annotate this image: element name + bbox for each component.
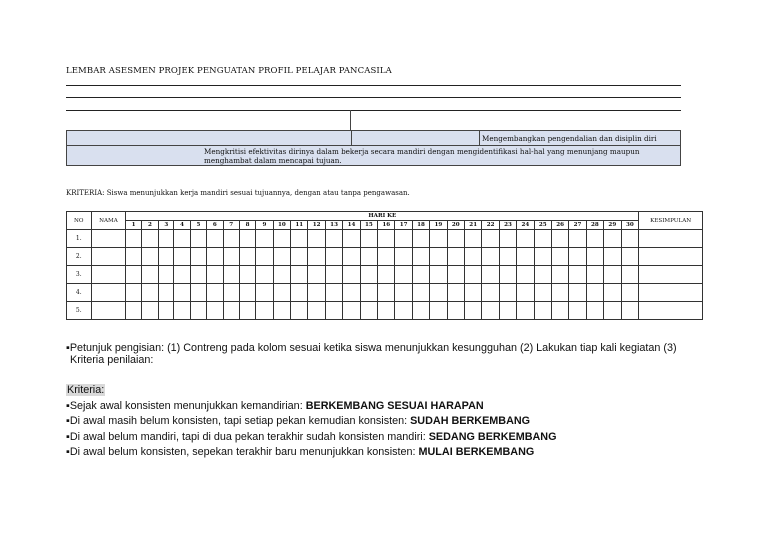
check-cell[interactable]: [223, 248, 239, 266]
criteria-item: ▪Di awal belum konsisten, sepekan terakhir baru menunjukkan konsisten: MULAI BERKEMBANG: [66, 446, 535, 458]
check-cell[interactable]: [499, 284, 516, 302]
check-cell[interactable]: [360, 302, 377, 320]
check-cell[interactable]: [395, 230, 412, 248]
check-cell[interactable]: [256, 284, 273, 302]
level-label: MULAI BERKEMBANG: [418, 446, 535, 458]
check-cell[interactable]: [447, 284, 464, 302]
check-cell[interactable]: [273, 302, 290, 320]
day-header-cell: 15: [360, 221, 377, 230]
day-header-cell: 19: [430, 221, 447, 230]
check-cell[interactable]: [551, 230, 568, 248]
check-cell[interactable]: [465, 266, 482, 284]
day-header-cell: 9: [256, 221, 273, 230]
table-row: [67, 230, 703, 248]
check-cell[interactable]: [395, 284, 412, 302]
check-cell[interactable]: [569, 302, 586, 320]
check-cell[interactable]: [223, 266, 239, 284]
check-cell[interactable]: [604, 284, 621, 302]
check-cell[interactable]: [465, 284, 482, 302]
instruction-line-1: ▪Petunjuk pengisian: (1) Contreng pada kolom sesuai ketika siswa menunjukkan kesungguhan (2) Lakukan tiap kali kegiatan (3): [66, 342, 677, 354]
check-cell[interactable]: [190, 284, 206, 302]
check-cell[interactable]: [430, 266, 447, 284]
check-cell[interactable]: [378, 248, 395, 266]
check-cell[interactable]: [569, 284, 586, 302]
day-header-cell: 26: [551, 221, 568, 230]
check-cell[interactable]: [551, 248, 568, 266]
check-cell[interactable]: [621, 266, 639, 284]
check-cell[interactable]: [499, 266, 516, 284]
check-cell[interactable]: [499, 248, 516, 266]
name-cell[interactable]: [91, 302, 126, 320]
check-cell[interactable]: [223, 302, 239, 320]
check-cell[interactable]: [569, 266, 586, 284]
check-cell[interactable]: [343, 284, 360, 302]
check-cell[interactable]: [308, 284, 325, 302]
check-cell[interactable]: [325, 302, 342, 320]
check-cell[interactable]: [308, 302, 325, 320]
check-cell[interactable]: [378, 284, 395, 302]
criteria-item: ▪Di awal masih belum konsisten, tapi setiap pekan kemudian konsisten: SUDAH BERKEMBANG: [66, 415, 531, 427]
check-cell[interactable]: [621, 302, 639, 320]
row-number: 3.: [67, 266, 92, 284]
field-divider: [350, 110, 351, 130]
check-cell[interactable]: [551, 266, 568, 284]
row-number: 5.: [67, 302, 92, 320]
check-cell[interactable]: [273, 284, 290, 302]
check-cell[interactable]: [465, 230, 482, 248]
name-cell[interactable]: [91, 230, 126, 248]
day-header-cell: 16: [378, 221, 395, 230]
check-cell[interactable]: [223, 284, 239, 302]
check-cell[interactable]: [190, 230, 206, 248]
check-cell[interactable]: [499, 230, 516, 248]
check-cell[interactable]: [447, 266, 464, 284]
check-cell[interactable]: [239, 302, 255, 320]
box-divider-2: [479, 131, 480, 145]
table-row: [67, 248, 703, 266]
check-cell[interactable]: [174, 230, 190, 248]
check-cell[interactable]: [621, 284, 639, 302]
check-cell[interactable]: [291, 266, 308, 284]
table-body: [67, 230, 703, 320]
check-cell[interactable]: [273, 248, 290, 266]
check-cell[interactable]: [482, 248, 499, 266]
check-cell[interactable]: [325, 230, 342, 248]
name-cell[interactable]: [91, 284, 126, 302]
check-cell[interactable]: [343, 230, 360, 248]
header-no: NO: [67, 212, 92, 230]
check-cell[interactable]: [141, 284, 158, 302]
element-text: Mengembangkan pengendalian dan disiplin diri: [482, 134, 657, 143]
check-cell[interactable]: [126, 302, 141, 320]
check-cell[interactable]: [207, 266, 223, 284]
subelement-line-2: menghambat dalam mencapai tujuan.: [204, 156, 342, 165]
check-cell[interactable]: [239, 230, 255, 248]
check-cell[interactable]: [569, 230, 586, 248]
box-divider-1: [351, 131, 352, 145]
check-cell[interactable]: [256, 230, 273, 248]
level-label: SUDAH BERKEMBANG: [410, 415, 531, 427]
check-cell[interactable]: [159, 230, 174, 248]
level-label: BERKEMBANG SESUAI HARAPAN: [305, 399, 484, 412]
check-cell[interactable]: [412, 230, 429, 248]
day-header-cell: 29: [604, 221, 621, 230]
check-cell[interactable]: [159, 248, 174, 266]
assessment-table: [66, 211, 703, 320]
check-cell[interactable]: [141, 266, 158, 284]
check-cell[interactable]: [207, 284, 223, 302]
level-label: SEDANG BERKEMBANG: [428, 430, 557, 443]
check-cell[interactable]: [412, 266, 429, 284]
check-cell[interactable]: [239, 248, 255, 266]
check-cell[interactable]: [174, 248, 190, 266]
table-row: [67, 266, 703, 284]
check-cell[interactable]: [534, 230, 551, 248]
check-cell[interactable]: [141, 302, 158, 320]
check-cell[interactable]: [141, 230, 158, 248]
day-header-cell: 8: [239, 221, 255, 230]
kriteria-label: Kriteria:: [67, 384, 105, 396]
day-header-cell: 25: [534, 221, 551, 230]
check-cell[interactable]: [604, 266, 621, 284]
day-header-cell: 22: [482, 221, 499, 230]
check-cell[interactable]: [291, 302, 308, 320]
check-cell[interactable]: [534, 284, 551, 302]
day-header-cell: 27: [569, 221, 586, 230]
check-cell[interactable]: [412, 248, 429, 266]
subelement-line-1: Mengkritisi efektivitas dirinya dalam bekerja secara mandiri dengan mengidentifikasi hal-hal yang menunjang maupun: [204, 147, 640, 156]
check-cell[interactable]: [126, 266, 141, 284]
check-cell[interactable]: [430, 284, 447, 302]
check-cell[interactable]: [207, 230, 223, 248]
check-cell[interactable]: [256, 248, 273, 266]
document-title: LEMBAR ASESMEN PROJEK PENGUATAN PROFIL PELAJAR PANCASILA: [66, 66, 392, 76]
check-cell[interactable]: [291, 248, 308, 266]
check-cell[interactable]: [273, 230, 290, 248]
check-cell[interactable]: [586, 230, 603, 248]
blank-line-3: [66, 110, 681, 111]
check-cell[interactable]: [604, 248, 621, 266]
day-header-cell: 20: [447, 221, 464, 230]
check-cell[interactable]: [465, 302, 482, 320]
check-cell[interactable]: [174, 284, 190, 302]
check-cell[interactable]: [343, 248, 360, 266]
check-cell[interactable]: [551, 302, 568, 320]
check-cell[interactable]: [517, 284, 534, 302]
day-header-cell: 17: [395, 221, 412, 230]
check-cell[interactable]: [360, 266, 377, 284]
check-cell[interactable]: [517, 266, 534, 284]
check-cell[interactable]: [517, 248, 534, 266]
kesimpulan-cell[interactable]: [639, 248, 703, 266]
day-header-cell: 11: [291, 221, 308, 230]
check-cell[interactable]: [621, 230, 639, 248]
check-cell[interactable]: [126, 284, 141, 302]
kesimpulan-cell[interactable]: [639, 230, 703, 248]
check-cell[interactable]: [586, 266, 603, 284]
check-cell[interactable]: [360, 248, 377, 266]
day-header-cell: 12: [308, 221, 325, 230]
kesimpulan-cell[interactable]: [639, 302, 703, 320]
day-header-cell: 13: [325, 221, 342, 230]
day-header-cell: 28: [586, 221, 603, 230]
table-row: [67, 284, 703, 302]
header-kesimpulan: KESIMPULAN: [639, 212, 703, 230]
check-cell[interactable]: [412, 284, 429, 302]
criteria-item: ▪Sejak awal konsisten menunjukkan kemandirian: BERKEMBANG SESUAI HARAPAN: [66, 399, 484, 412]
check-cell[interactable]: [159, 266, 174, 284]
check-cell[interactable]: [447, 302, 464, 320]
check-cell[interactable]: [325, 284, 342, 302]
subelement-box: [66, 145, 681, 166]
blank-line-2: [66, 97, 681, 98]
check-cell[interactable]: [159, 284, 174, 302]
day-header-cell: 23: [499, 221, 516, 230]
check-cell[interactable]: [308, 230, 325, 248]
check-cell[interactable]: [517, 230, 534, 248]
kesimpulan-cell[interactable]: [639, 266, 703, 284]
check-cell[interactable]: [569, 248, 586, 266]
day-header-cell: 14: [343, 221, 360, 230]
check-cell[interactable]: [207, 248, 223, 266]
check-cell[interactable]: [604, 230, 621, 248]
check-cell[interactable]: [465, 248, 482, 266]
day-header-cell: 24: [517, 221, 534, 230]
check-cell[interactable]: [378, 302, 395, 320]
name-cell[interactable]: [91, 248, 126, 266]
name-cell[interactable]: [91, 266, 126, 284]
check-cell[interactable]: [482, 266, 499, 284]
check-cell[interactable]: [517, 302, 534, 320]
check-cell[interactable]: [308, 266, 325, 284]
blank-line-1: [66, 85, 681, 86]
check-cell[interactable]: [256, 266, 273, 284]
check-cell[interactable]: [360, 230, 377, 248]
check-cell[interactable]: [141, 248, 158, 266]
criteria-list: [66, 383, 557, 461]
check-cell[interactable]: [412, 302, 429, 320]
check-cell[interactable]: [190, 302, 206, 320]
check-cell[interactable]: [273, 266, 290, 284]
check-cell[interactable]: [159, 302, 174, 320]
check-cell[interactable]: [534, 248, 551, 266]
criteria-item: ▪Di awal belum mandiri, tapi di dua pekan terakhir sudah konsisten mandiri: SEDANG BERKEMBANG: [66, 430, 557, 443]
check-cell[interactable]: [291, 230, 308, 248]
day-header-cell: 3: [159, 221, 174, 230]
check-cell[interactable]: [223, 230, 239, 248]
check-cell[interactable]: [343, 266, 360, 284]
day-header-row: [67, 221, 703, 230]
day-header-cell: 2: [141, 221, 158, 230]
check-cell[interactable]: [395, 266, 412, 284]
check-cell[interactable]: [621, 248, 639, 266]
check-cell[interactable]: [360, 284, 377, 302]
check-cell[interactable]: [174, 302, 190, 320]
day-header-cell: 10: [273, 221, 290, 230]
check-cell[interactable]: [447, 248, 464, 266]
header-hari-ke: HARI KE: [126, 212, 639, 221]
row-number: 2.: [67, 248, 92, 266]
day-header-cell: 5: [190, 221, 206, 230]
day-header-cell: 7: [223, 221, 239, 230]
check-cell[interactable]: [604, 302, 621, 320]
check-cell[interactable]: [378, 266, 395, 284]
check-cell[interactable]: [586, 302, 603, 320]
check-cell[interactable]: [343, 302, 360, 320]
check-cell[interactable]: [395, 302, 412, 320]
day-header-cell: 1: [126, 221, 141, 230]
check-cell[interactable]: [291, 284, 308, 302]
day-header-cell: 21: [465, 221, 482, 230]
check-cell[interactable]: [586, 284, 603, 302]
check-cell[interactable]: [239, 266, 255, 284]
check-cell[interactable]: [447, 230, 464, 248]
check-cell[interactable]: [126, 248, 141, 266]
check-cell[interactable]: [534, 266, 551, 284]
check-cell[interactable]: [190, 248, 206, 266]
day-header-cell: 18: [412, 221, 429, 230]
criteria-statement: KRITERIA: Siswa menunjukkan kerja mandiri sesuai tujuannya, dengan atau tanpa pengawasan.: [66, 189, 410, 197]
day-header-cell: 4: [174, 221, 190, 230]
check-cell[interactable]: [534, 302, 551, 320]
check-cell[interactable]: [482, 302, 499, 320]
check-cell[interactable]: [430, 302, 447, 320]
check-cell[interactable]: [239, 284, 255, 302]
check-cell[interactable]: [586, 248, 603, 266]
check-cell[interactable]: [174, 266, 190, 284]
row-number: 4.: [67, 284, 92, 302]
day-header-cell: 30: [621, 221, 639, 230]
check-cell[interactable]: [395, 248, 412, 266]
check-cell[interactable]: [551, 284, 568, 302]
check-cell[interactable]: [308, 248, 325, 266]
table-row: [67, 302, 703, 320]
header-nama: NAMA: [91, 212, 126, 230]
kesimpulan-cell[interactable]: [639, 284, 703, 302]
instructions-block: [66, 342, 677, 366]
day-header-cell: 6: [207, 221, 223, 230]
check-cell[interactable]: [126, 230, 141, 248]
check-cell[interactable]: [256, 302, 273, 320]
row-number: 1.: [67, 230, 92, 248]
check-cell[interactable]: [430, 230, 447, 248]
dimension-box: [66, 130, 681, 146]
instruction-line-2: Kriteria penilaian:: [70, 354, 154, 366]
check-cell[interactable]: [325, 266, 342, 284]
check-cell[interactable]: [482, 284, 499, 302]
check-cell[interactable]: [378, 230, 395, 248]
check-cell[interactable]: [482, 230, 499, 248]
check-cell[interactable]: [207, 302, 223, 320]
check-cell[interactable]: [325, 248, 342, 266]
check-cell[interactable]: [430, 248, 447, 266]
check-cell[interactable]: [190, 266, 206, 284]
check-cell[interactable]: [499, 302, 516, 320]
